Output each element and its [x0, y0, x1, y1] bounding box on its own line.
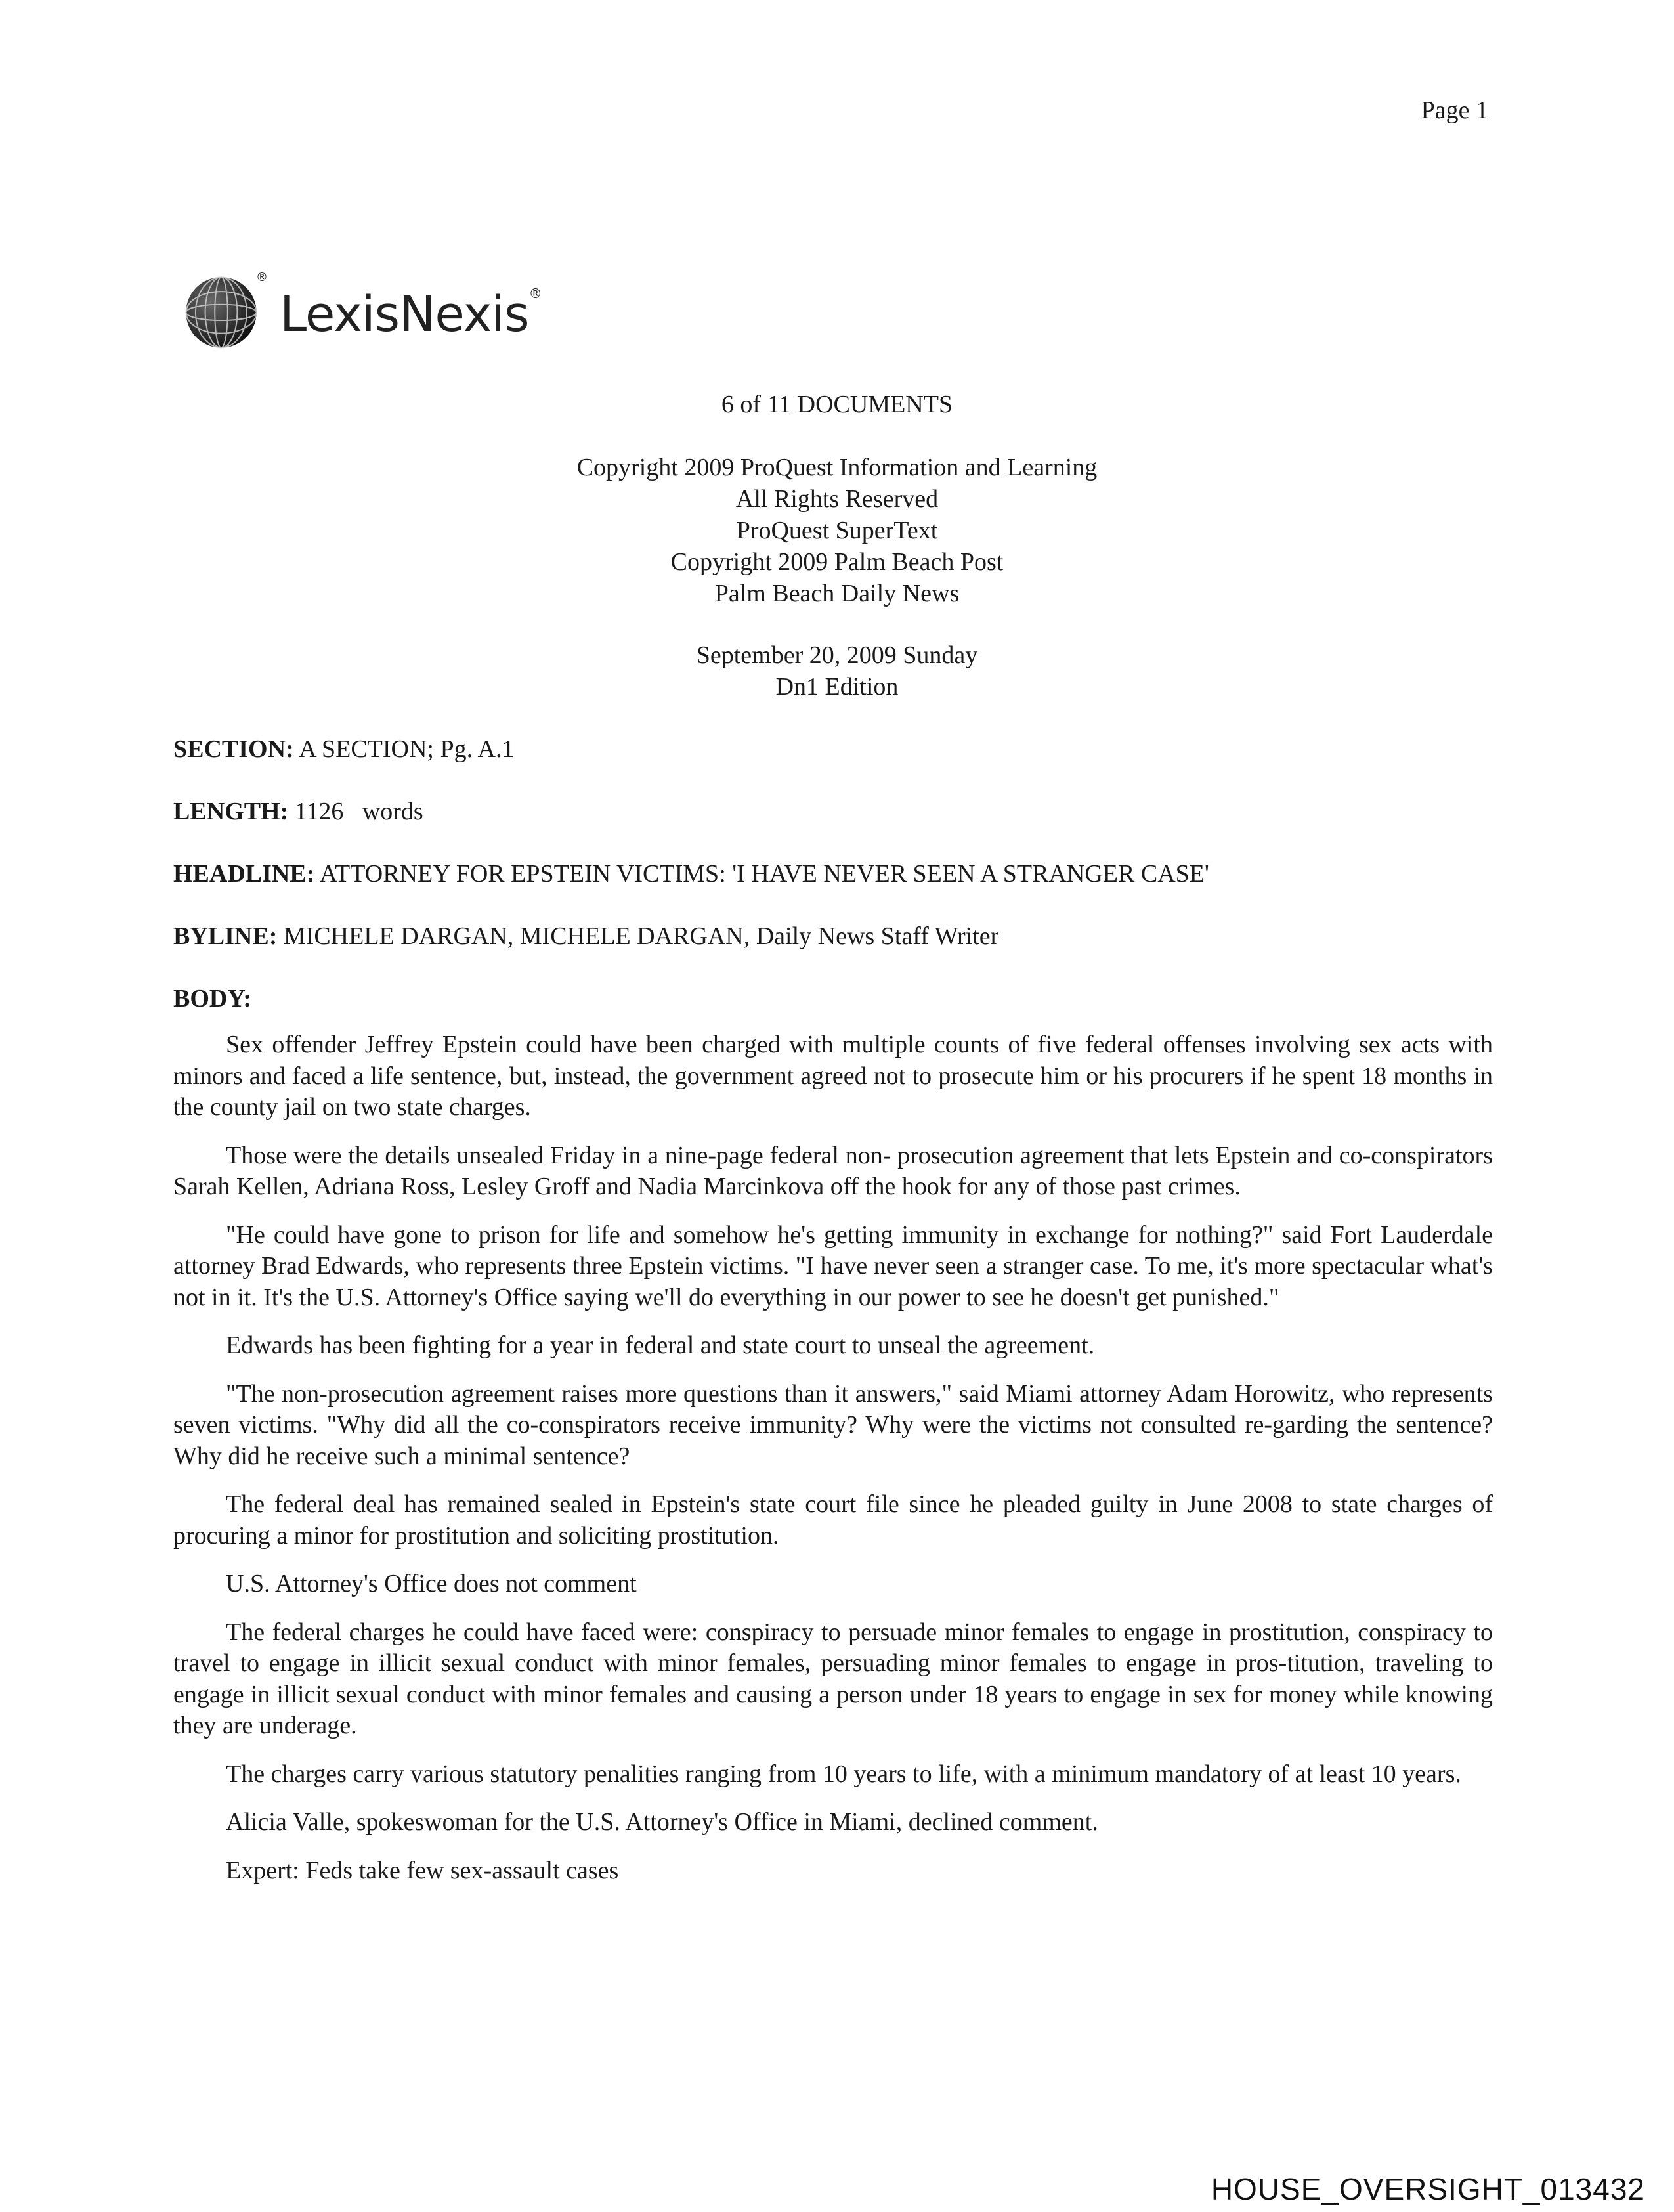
- body-paragraph: Alicia Valle, spokeswoman for the U.S. Attorney's Office in Miami, declined comment.: [226, 1808, 1098, 1836]
- brand-name: LexisNexis: [280, 286, 529, 343]
- copyright-line: ProQuest SuperText: [736, 517, 938, 544]
- body-paragraph: The charges carry various statutory penalities ranging from 10 years to life, with a minimum mandatory of at least 10 years.: [226, 1760, 1461, 1788]
- body-subheading: Expert: Feds take few sex-assault cases: [226, 1856, 619, 1884]
- document-count: 6 of 11 DOCUMENTS: [721, 391, 953, 418]
- section-value: A SECTION; Pg. A.1: [299, 735, 515, 763]
- lexisnexis-logo: [181, 268, 542, 353]
- copyright-block: [0, 452, 1674, 609]
- section-label: SECTION:: [173, 735, 294, 763]
- registered-mark: ®: [256, 270, 268, 284]
- section-field: [173, 733, 514, 765]
- copyright-line: All Rights Reserved: [735, 485, 939, 513]
- bates-number: HOUSE_OVERSIGHT_013432: [1211, 2172, 1645, 2206]
- copyright-line: Copyright 2009 Palm Beach Post: [670, 548, 1004, 576]
- publication-date: September 20, 2009 Sunday: [696, 641, 978, 669]
- byline-value: MICHELE DARGAN, MICHELE DARGAN, Daily News Staff Writer: [283, 922, 999, 950]
- byline-field: [173, 921, 998, 952]
- body-paragraph: Those were the details unsealed Friday in a nine-page federal non- prosecution agreement that lets Epstein and co-conspirators Sarah Kellen, Adriana Ross, Lesley Groff and Nadia Marcinkova off the hook for any of those past crimes.: [173, 1141, 1493, 1200]
- body-paragraph: The federal deal has remained sealed in Epstein's state court file since he pleaded guilty in June 2008 to state charges of procuring a minor for prostitution and soliciting prostitution.: [173, 1490, 1493, 1550]
- copyright-line: Copyright 2009 ProQuest Information and Learning: [576, 454, 1098, 481]
- article-body: [173, 1030, 1493, 1903]
- edition: Dn1 Edition: [775, 673, 899, 701]
- brand-registered-mark: ®: [528, 286, 542, 301]
- length-value: 1126 words: [294, 798, 423, 825]
- body-label: BODY:: [173, 985, 251, 1012]
- copyright-line: Palm Beach Daily News: [714, 580, 960, 607]
- body-paragraph: Edwards has been fighting for a year in federal and state court to unseal the agreement.: [226, 1332, 1095, 1359]
- body-paragraph: The federal charges he could have faced were: conspiracy to persuade minor females to engage in prostitution, conspiracy to travel to engage in illicit sexual conduct with minor females, persuading minor females to engage in pros-titution, traveling to engage in illicit sexual conduct with minor females and causing a person under 18 years to engage in sex for money while knowing they are underage.: [173, 1618, 1493, 1739]
- headline-label: HEADLINE:: [173, 860, 315, 888]
- length-label: LENGTH:: [173, 798, 289, 825]
- body-paragraph: "The non-prosecution agreement raises more questions than it answers," said Miami attorney Adam Horowitz, who represents seven victims. "Why did all the co-conspirators receive immunity? Why were the victims not consulted re-garding the sentence? Why did he receive such a minimal sentence?: [173, 1379, 1493, 1470]
- date-block: [0, 640, 1674, 703]
- byline-label: BYLINE:: [173, 922, 278, 950]
- page-number: Page 1: [1421, 97, 1488, 124]
- headline-value: ATTORNEY FOR EPSTEIN VICTIMS: 'I HAVE NEVER SEEN A STRANGER CASE': [319, 860, 1209, 888]
- body-paragraph: "He could have gone to prison for life and somehow he's getting immunity in exchange for nothing?" said Fort Lauderdale attorney Brad Edwards, who represents three Epstein victims. "I have never seen a stranger case. To me, it's more spectacular what's not in it. It's the U.S. Attorney's Office saying we'll do everything in our power to see he doesn't get punished.": [173, 1221, 1493, 1311]
- headline-field: [173, 858, 1209, 890]
- body-subheading: U.S. Attorney's Office does not comment: [226, 1570, 637, 1597]
- body-paragraph: Sex offender Jeffrey Epstein could have been charged with multiple counts of five federal offenses involving sex acts with minors and faced a life sentence, but, instead, the government agreed not to prosecute him or his procurers if he spent 18 months in the county jail on two state charges.: [173, 1031, 1493, 1121]
- length-field: [173, 796, 423, 827]
- globe-icon: [181, 269, 268, 353]
